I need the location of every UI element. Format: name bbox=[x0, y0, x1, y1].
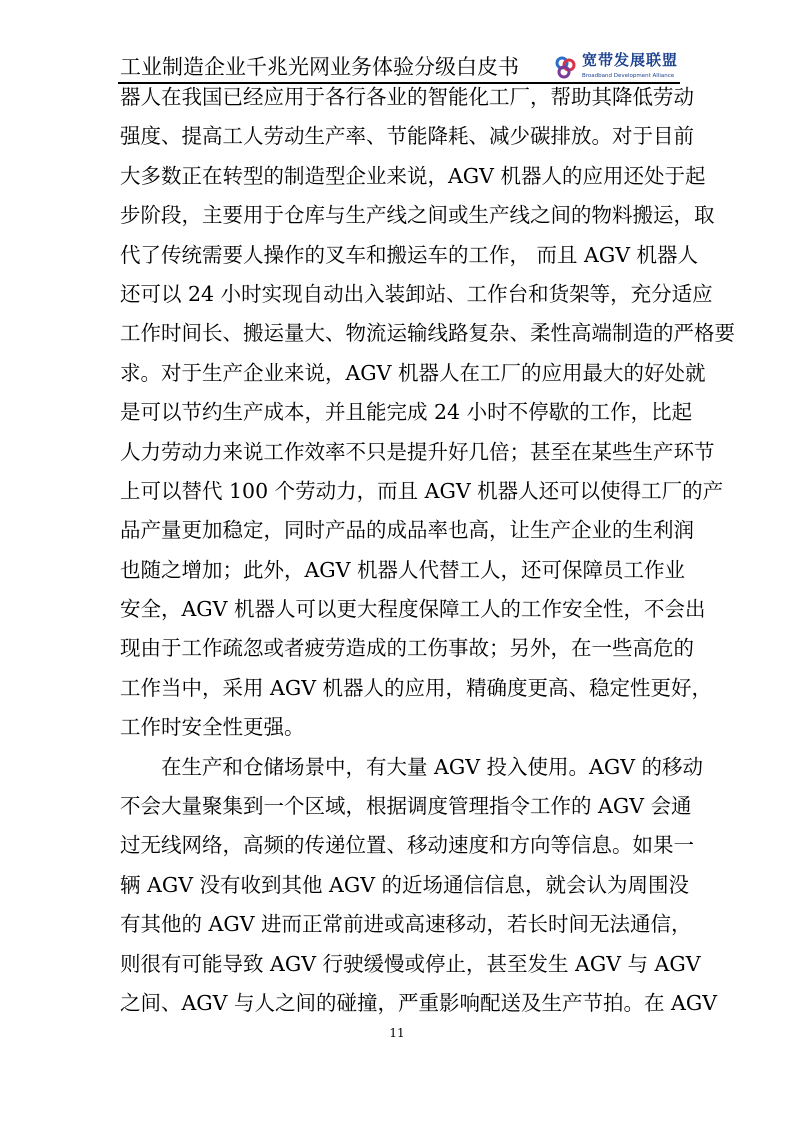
text-line: 在生产和仓储场景中，有大量 AGV 投入使用。AGV 的移动 bbox=[161, 754, 704, 779]
logo-text-cn: 宽带发展联盟 bbox=[582, 51, 679, 69]
alliance-logo bbox=[552, 52, 682, 81]
text-line: 求。对于生产企业来说，AGV 机器人在工厂的应用最大的好处就 bbox=[120, 360, 706, 385]
text-line: 也随之增加；此外，AGV 机器人代替工人，还可保障员工作业 bbox=[120, 557, 685, 582]
text-line: 品产量更加稳定，同时产品的成品率也高，让生产企业的生利润 bbox=[120, 518, 694, 543]
text-line: 上可以替代 100 个劳动力，而且 AGV 机器人还可以使得工厂的产 bbox=[120, 478, 724, 503]
header-divider bbox=[118, 82, 680, 84]
text-line: 工作时安全性更强。 bbox=[120, 715, 305, 740]
text-line: 人力劳动力来说工作效率不只是提升好几倍；甚至在某些生产环节 bbox=[120, 439, 715, 464]
logo-mark-icon bbox=[554, 55, 578, 79]
text-line: 工作当中，采用 AGV 机器人的应用，精确度更高、稳定性更好， bbox=[120, 675, 713, 700]
text-line: 现由于工作疏忽或者疲劳造成的工伤事故；另外，在一些高危的 bbox=[120, 636, 694, 661]
text-line: 过无线网络，高频的传递位置、移动速度和方向等信息。如果一 bbox=[120, 833, 694, 858]
text-line: 辆 AGV 没有收到其他 AGV 的近场通信信息，就会认为周围没 bbox=[120, 872, 690, 897]
text-line: 不会大量聚集到一个区域，根据调度管理指令工作的 AGV 会通 bbox=[120, 794, 692, 819]
text-line: 有其他的 AGV 进而正常前进或高速移动，若长时间无法通信， bbox=[120, 912, 692, 937]
text-line: 大多数正在转型的制造型企业来说，AGV 机器人的应用还处于起 bbox=[120, 163, 706, 188]
text-line: 还可以 24 小时实现自动出入装卸站、工作台和货架等，充分适应 bbox=[120, 281, 713, 306]
text-line: 工作时间长、搬运量大、物流运输线路复杂、柔性高端制造的严格要 bbox=[120, 321, 735, 346]
logo-text-en: Broadband Development Alliance bbox=[582, 73, 675, 79]
text-line: 是可以节约生产成本，并且能完成 24 小时不停歇的工作，比起 bbox=[120, 400, 693, 425]
text-line: 器人在我国已经应用于各行各业的智能化工厂，帮助其降低劳动 bbox=[120, 85, 694, 109]
text-line: 步阶段，主要用于仓库与生产线之间或生产线之间的物料搬运，取 bbox=[120, 203, 715, 228]
document-title: 工业制造企业千兆光网业务体验分级白皮书 bbox=[120, 55, 519, 79]
text-line: 安全，AGV 机器人可以更大程度保障工人的工作安全性，不会出 bbox=[120, 597, 706, 622]
text-line: 则很有可能导致 AGV 行驶缓慢或停止，甚至发生 AGV 与 AGV bbox=[120, 951, 701, 976]
text-line: 强度、提高工人劳动生产率、节能降耗、减少碳排放。对于目前 bbox=[120, 124, 694, 149]
page-number: 11 bbox=[389, 1026, 405, 1040]
text-line: 代了传统需要人操作的叉车和搬运车的工作， 而且 AGV 机器人 bbox=[120, 242, 699, 267]
text-line: 之间、AGV 与人之间的碰撞，严重影响配送及生产节拍。在 AGV bbox=[120, 990, 718, 1015]
body-text bbox=[120, 85, 735, 1030]
